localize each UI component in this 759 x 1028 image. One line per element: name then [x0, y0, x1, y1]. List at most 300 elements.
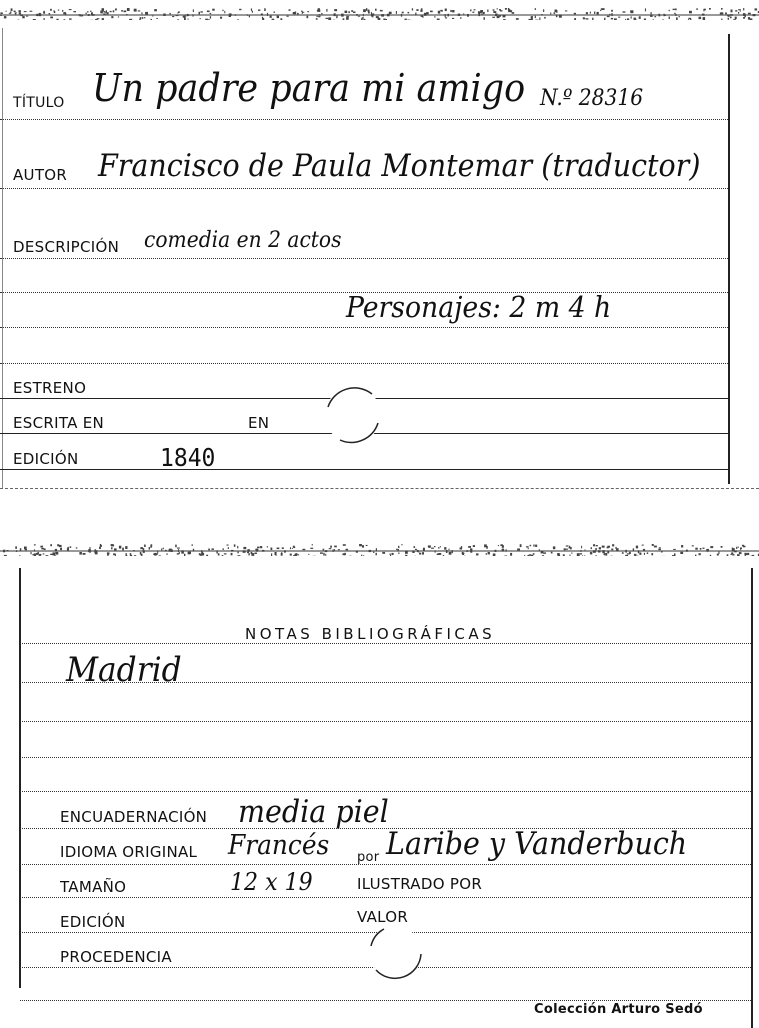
edge-speck: [345, 11, 348, 13]
edge-speck: [709, 8, 711, 10]
edge-speck: [163, 548, 164, 550]
edge-speck: [26, 16, 28, 17]
edge-speck: [390, 553, 391, 555]
edge-speck: [416, 9, 418, 11]
edge-speck: [737, 554, 740, 556]
edge-speck: [50, 554, 52, 555]
catalog-card-top: [0, 0, 759, 495]
edge-speck: [727, 554, 729, 556]
edge-speck: [631, 10, 634, 13]
edge-speck: [466, 551, 468, 552]
edge-speck: [227, 545, 229, 546]
edge-speck: [681, 545, 683, 548]
edge-speck: [334, 546, 337, 548]
edge-speck: [389, 12, 392, 14]
edge-speck: [405, 555, 407, 556]
edge-speck: [130, 19, 133, 20]
edge-speck: [584, 555, 585, 556]
edge-speck: [125, 546, 127, 549]
edge-speck: [270, 15, 272, 18]
edge-speck: [293, 12, 296, 14]
edge-speck: [295, 554, 297, 556]
edge-speck: [201, 550, 202, 551]
edge-speck: [359, 544, 362, 546]
edge-speck: [488, 552, 490, 554]
edge-speck: [493, 554, 496, 557]
edge-speck: [706, 549, 709, 552]
edge-speck: [675, 8, 677, 10]
edge-speck: [281, 552, 282, 554]
edge-speck: [460, 17, 461, 19]
edge-speck: [602, 546, 605, 548]
edge-speck: [181, 551, 184, 554]
edge-speck: [566, 545, 569, 546]
edge-speck: [533, 553, 535, 555]
edge-speck: [222, 549, 224, 550]
procedencia-label: PROCEDENCIA: [60, 948, 172, 966]
notas-line-2: [20, 721, 751, 722]
edge-speck: [94, 550, 97, 553]
edge-speck: [607, 551, 609, 554]
edge-speck: [580, 553, 582, 554]
edge-speck: [551, 552, 553, 554]
edge-speck: [679, 16, 680, 17]
edge-speck: [156, 18, 157, 19]
edge-speck: [290, 554, 292, 556]
edge-speck: [653, 19, 654, 20]
edge-speck: [140, 552, 142, 555]
edge-speck: [431, 548, 434, 549]
edge-speck: [83, 553, 86, 555]
edge-speck: [220, 17, 222, 19]
edge-speck: [622, 552, 624, 554]
edge-speck: [33, 19, 36, 20]
edge-speck: [584, 18, 586, 19]
edge-speck: [594, 12, 595, 15]
card-border-right: [728, 34, 730, 484]
edge-speck: [645, 8, 646, 11]
edge-speck: [326, 9, 327, 12]
edge-speck: [152, 15, 154, 16]
edge-speck: [731, 10, 733, 13]
edge-speck: [30, 11, 33, 12]
edge-speck: [39, 13, 41, 16]
edge-speck: [247, 549, 250, 551]
edge-speck: [53, 552, 56, 555]
edge-speck: [487, 10, 488, 12]
edge-speck: [652, 544, 654, 546]
edge-speck: [338, 549, 340, 550]
edge-speck: [356, 551, 358, 553]
edge-speck: [650, 15, 653, 17]
edge-speck: [163, 14, 165, 17]
edge-speck: [472, 12, 474, 13]
edge-speck: [483, 12, 485, 14]
edge-speck: [746, 553, 749, 555]
edge-speck: [669, 17, 670, 20]
edge-speck: [449, 549, 450, 551]
edge-speck: [89, 547, 90, 550]
edge-speck: [703, 17, 706, 20]
edge-speck: [19, 555, 20, 556]
edge-speck: [744, 15, 746, 16]
encuadernacion-label: ENCUADERNACIÓN: [60, 808, 208, 826]
edge-speck: [582, 555, 583, 556]
edge-speck: [688, 18, 691, 19]
edge-speck: [159, 555, 161, 556]
edge-speck: [415, 549, 417, 550]
titulo-value: Un padre para mi amigo: [92, 66, 526, 110]
edge-speck: [420, 10, 422, 12]
edge-speck: [272, 19, 275, 20]
edge-speck: [739, 552, 742, 554]
edge-speck: [7, 550, 9, 551]
idioma-label: IDIOMA ORIGINAL: [60, 843, 198, 861]
edge-speck: [380, 10, 383, 12]
edge-speck: [696, 8, 698, 9]
edge-speck: [541, 551, 544, 553]
edge-speck: [334, 13, 336, 16]
edge-speck: [452, 10, 454, 12]
edge-speck: [16, 550, 17, 552]
edge-speck: [375, 9, 377, 11]
edge-speck: [571, 553, 572, 554]
edge-speck: [325, 550, 328, 552]
edge-speck: [290, 547, 291, 549]
edge-speck: [430, 11, 433, 13]
edge-speck: [252, 11, 253, 13]
edge-speck: [386, 19, 387, 20]
edge-speck: [611, 10, 613, 12]
edge-speck: [586, 12, 588, 14]
edge-speck: [302, 549, 305, 551]
edge-speck: [106, 10, 107, 12]
edge-speck: [323, 553, 324, 556]
edge-speck: [408, 12, 410, 14]
edge-speck: [275, 556, 277, 557]
edge-speck: [470, 548, 472, 551]
edge-speck: [361, 555, 362, 556]
edge-speck: [237, 19, 239, 20]
edge-speck: [736, 547, 737, 549]
edge-speck: [423, 548, 425, 551]
edge-speck: [414, 546, 416, 548]
edge-speck: [318, 16, 320, 18]
edge-speck: [443, 555, 444, 556]
edge-speck: [384, 19, 386, 20]
edge-speck: [498, 15, 501, 17]
edge-speck: [175, 545, 177, 548]
edge-speck: [115, 9, 117, 11]
edge-speck: [210, 13, 212, 14]
edge-speck: [143, 548, 145, 550]
edge-speck: [565, 10, 567, 11]
edge-speck: [476, 553, 479, 555]
edge-speck: [387, 14, 390, 16]
card-border-right: [751, 568, 753, 1028]
edge-speck: [591, 547, 592, 549]
edge-speck: [224, 553, 227, 554]
edge-speck: [569, 547, 571, 548]
edge-speck: [307, 16, 309, 19]
edge-speck: [297, 13, 299, 15]
edge-speck: [512, 12, 515, 14]
edge-speck: [533, 545, 534, 547]
edge-speck: [39, 554, 42, 555]
edge-speck: [4, 16, 7, 18]
edge-speck: [661, 551, 663, 552]
edge-speck: [118, 16, 119, 17]
edge-speck: [460, 548, 463, 550]
edge-speck: [310, 548, 313, 549]
edge-speck: [321, 13, 322, 15]
edge-speck: [615, 547, 616, 549]
edge-speck: [369, 550, 372, 552]
edge-speck: [255, 553, 257, 555]
edge-speck: [592, 18, 593, 20]
edge-speck: [721, 8, 723, 10]
edge-speck: [673, 549, 676, 550]
edge-speck: [520, 544, 522, 547]
edge-speck: [738, 547, 739, 548]
ilustrado-por-label: ILUSTRADO POR: [357, 875, 483, 893]
edicion-label: EDICIÓN: [13, 450, 79, 468]
edge-speck: [64, 19, 66, 20]
edge-speck: [218, 553, 220, 555]
edge-speck: [289, 9, 291, 11]
edge-speck: [79, 552, 82, 555]
edge-speck: [91, 12, 93, 15]
edge-speck: [140, 547, 143, 549]
edge-speck: [516, 18, 519, 20]
edge-speck: [479, 13, 481, 16]
edge-speck: [0, 12, 2, 14]
edge-speck: [658, 14, 660, 17]
edge-speck: [122, 548, 124, 551]
edge-speck: [486, 553, 487, 555]
edge-speck: [445, 14, 446, 17]
edge-speck: [755, 8, 758, 10]
edge-speck: [126, 556, 128, 557]
edge-speck: [381, 14, 384, 16]
edge-speck: [495, 14, 498, 17]
edge-speck: [745, 554, 746, 556]
edge-speck: [743, 8, 744, 10]
edge-speck: [717, 554, 719, 556]
edge-speck: [133, 550, 135, 551]
edge-speck: [699, 17, 702, 19]
edge-speck: [308, 554, 309, 555]
autor-line: [0, 188, 728, 189]
edge-speck: [732, 554, 734, 555]
edge-speck: [686, 550, 688, 552]
edge-speck: [638, 551, 640, 554]
notas-line-3: [20, 757, 751, 758]
edge-speck: [618, 17, 620, 18]
edge-speck: [107, 552, 110, 554]
notas-heading: NOTAS BIBLIOGRÁFICAS: [245, 625, 496, 643]
edicion-line: [0, 469, 728, 470]
edge-speck: [531, 16, 533, 19]
edge-speck: [334, 9, 337, 11]
edge-speck: [69, 18, 72, 19]
edge-speck: [153, 554, 156, 555]
edge-speck: [200, 11, 203, 12]
edge-speck: [452, 18, 454, 19]
card-torn-edge: [0, 542, 759, 556]
edge-speck: [412, 8, 413, 10]
edge-speck: [730, 14, 733, 15]
edge-speck: [373, 551, 374, 553]
edge-speck: [600, 10, 601, 11]
edge-speck: [673, 9, 675, 10]
edge-speck: [470, 10, 471, 11]
idioma-line: [20, 864, 751, 865]
card-border-left: [19, 568, 21, 988]
edge-speck: [586, 18, 588, 19]
edge-speck: [4, 555, 7, 556]
edge-speck: [199, 12, 201, 15]
edge-speck: [139, 19, 140, 20]
edge-speck: [169, 13, 170, 15]
edge-speck: [145, 12, 148, 15]
edge-speck: [695, 548, 698, 550]
edge-speck: [625, 555, 628, 556]
edge-speck: [113, 10, 115, 12]
edge-speck: [524, 555, 525, 556]
edge-speck: [412, 551, 414, 553]
edge-speck: [493, 11, 496, 13]
edge-speck: [528, 548, 529, 549]
notas-line-4: [20, 791, 751, 792]
edge-speck: [207, 11, 210, 13]
edge-speck: [14, 11, 16, 12]
edge-speck: [498, 545, 499, 546]
edge-speck: [503, 15, 505, 17]
blank-line-2: [0, 327, 728, 328]
edge-speck: [178, 549, 179, 552]
edge-speck: [255, 549, 257, 551]
edge-speck: [11, 8, 13, 11]
edge-speck: [231, 550, 234, 551]
edge-speck: [506, 549, 507, 551]
edge-speck: [193, 549, 194, 551]
edge-speck: [316, 16, 318, 17]
edge-speck: [3, 550, 5, 553]
edge-speck: [428, 545, 431, 547]
edge-speck: [530, 545, 532, 546]
edge-speck: [79, 15, 82, 16]
edge-speck: [527, 555, 529, 556]
punch-hole-bottom: [364, 924, 426, 980]
edge-speck: [750, 18, 753, 20]
edge-speck: [56, 19, 58, 20]
edge-speck: [468, 546, 471, 548]
edge-speck: [177, 548, 180, 549]
edge-speck: [293, 547, 295, 549]
edge-speck: [596, 545, 598, 546]
edge-speck: [353, 12, 356, 14]
edge-speck: [44, 11, 45, 12]
valor-label: VALOR: [357, 908, 409, 926]
edge-speck: [559, 15, 562, 18]
edge-speck: [57, 544, 59, 546]
edge-speck: [710, 546, 713, 548]
edge-speck: [343, 18, 345, 20]
edge-speck: [378, 17, 380, 19]
edge-speck: [738, 13, 739, 14]
edge-speck: [134, 555, 136, 556]
edge-speck: [735, 17, 737, 19]
descripcion-value: comedia en 2 actos: [144, 228, 342, 253]
edge-speck: [569, 555, 570, 556]
edge-speck: [405, 19, 407, 20]
edge-speck: [721, 546, 723, 548]
edge-speck: [437, 19, 440, 21]
edge-speck: [602, 550, 605, 553]
edge-speck: [396, 11, 397, 14]
edge-speck: [193, 9, 194, 12]
edge-speck: [625, 19, 626, 20]
edge-speck: [419, 553, 421, 555]
edge-speck: [639, 553, 641, 555]
edge-speck: [114, 548, 117, 550]
edge-speck: [67, 547, 69, 549]
edge-speck: [480, 11, 483, 13]
edge-speck: [732, 548, 733, 549]
edge-speck: [633, 548, 634, 551]
edge-speck: [271, 548, 273, 551]
edge-speck: [257, 547, 260, 549]
edge-speck: [346, 549, 349, 551]
edge-speck: [88, 549, 89, 552]
edge-speck: [102, 8, 105, 11]
edge-speck: [277, 548, 280, 550]
edge-speck: [557, 553, 560, 556]
edge-speck: [753, 14, 756, 16]
tamano-line: [20, 897, 751, 898]
edge-speck: [689, 11, 692, 14]
edge-speck: [725, 13, 727, 15]
edge-speck: [297, 554, 299, 555]
edge-speck: [446, 550, 448, 553]
edge-speck: [187, 19, 188, 20]
edge-speck: [216, 551, 217, 554]
edge-speck: [36, 14, 38, 16]
edge-speck: [738, 9, 741, 10]
edge-speck: [319, 14, 321, 15]
edge-speck: [727, 15, 730, 17]
edicion-value: 1840: [160, 443, 216, 472]
edge-speck: [69, 9, 72, 10]
notas-heading-line: [20, 643, 751, 644]
edge-speck: [368, 10, 370, 13]
edge-speck: [458, 14, 461, 16]
punch-hole-top: [322, 384, 384, 446]
edge-speck: [470, 551, 472, 553]
edge-speck: [111, 547, 112, 549]
edge-speck: [362, 17, 364, 18]
edge-speck: [508, 9, 510, 12]
edge-speck: [625, 550, 627, 553]
edge-speck: [277, 15, 279, 18]
edge-speck: [234, 544, 236, 546]
edge-speck: [680, 552, 683, 554]
edge-speck: [184, 17, 186, 20]
edge-speck: [371, 12, 372, 14]
edge-speck: [733, 19, 736, 20]
edge-speck: [500, 10, 502, 11]
